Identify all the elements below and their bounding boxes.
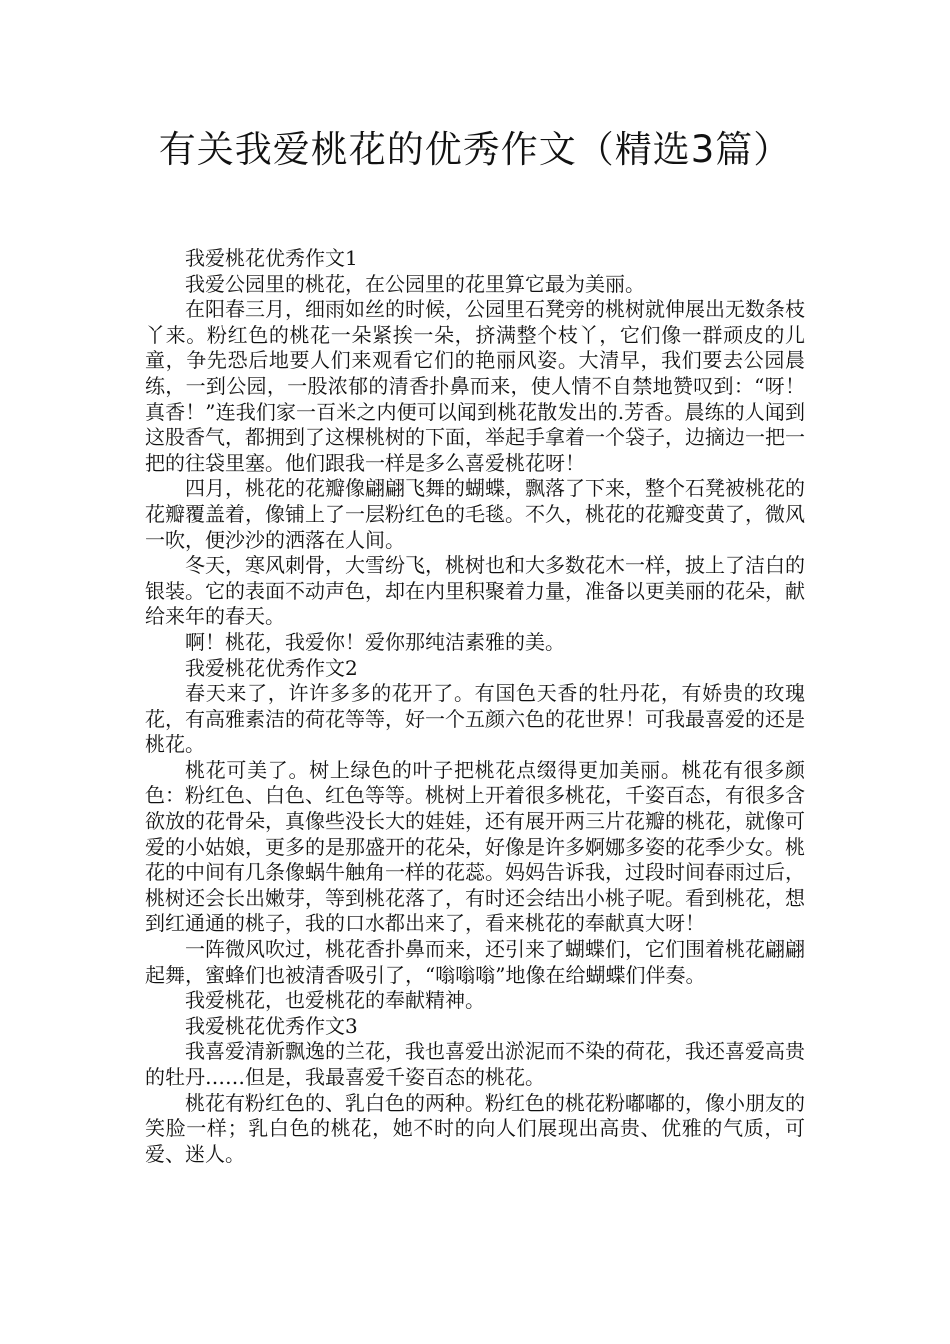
- paragraph: 四月，桃花的花瓣像翩翩飞舞的蝴蝶，飘落了下来，整个石凳被桃花的花瓣覆盖着，像铺上了一层粉红色的毛毯。不久，桃花的花瓣变黄了，微风一吹，便沙沙的洒落在人间。: [145, 476, 805, 552]
- section-heading: 我爱桃花优秀作文2: [185, 655, 358, 680]
- article-body: [145, 246, 805, 1167]
- paragraph: 一阵微风吹过，桃花香扑鼻而来，还引来了蝴蝶们，它们围着桃花翩翩起舞，蜜蜂们也被清香吸引了，“嗡嗡嗡”地像在给蝴蝶们伴奏。: [145, 937, 805, 987]
- paragraph: 我爱公园里的桃花，在公园里的花里算它最为美丽。: [185, 271, 645, 296]
- paragraph: 在阳春三月，细雨如丝的时候，公园里石凳旁的桃树就伸展出无数条枝丫来。粉红色的桃花一朵紧挨一朵，挤满整个枝丫，它们像一群顽皮的儿童，争先恐后地要人们来观看它们的艳丽风姿。大清早，我们要去公园晨练，一到公园，一股浓郁的清香扑鼻而来，使人情不自禁地赞叹到：“呀！真香！”连我们家一百米之内便可以闻到桃花散发出的.芳香。晨练的人闻到这股香气，都拥到了这棵桃树的下面，举起手拿着一个袋子，边摘边一把一把的往袋里塞。他们跟我一样是多么喜爱桃花呀！: [145, 297, 805, 475]
- section-heading: 我爱桃花优秀作文3: [185, 1013, 358, 1038]
- paragraph: 我喜爱清新飘逸的兰花，我也喜爱出淤泥而不染的荷花，我还喜爱高贵的牡丹……但是，我最喜爱千姿百态的桃花。: [145, 1039, 805, 1089]
- page-title: 有关我爱桃花的优秀作文（精选3篇）: [158, 128, 792, 171]
- paragraph: 春天来了，许许多多的花开了。有国色天香的牡丹花，有娇贵的玫瑰花，有高雅素洁的荷花等等，好一个五颜六色的花世界！可我最喜爱的还是桃花。: [145, 681, 805, 757]
- paragraph: 桃花有粉红色的、乳白色的两种。粉红色的桃花粉嘟嘟的，像小朋友的笑脸一样；乳白色的桃花，她不时的向人们展现出高贵、优雅的气质，可爱、迷人。: [145, 1090, 805, 1166]
- paragraph: 冬天，寒风刺骨，大雪纷飞，桃树也和大多数花木一样，披上了洁白的银装。它的表面不动声色，却在内里积聚着力量，准备以更美丽的花朵，献给来年的春天。: [145, 553, 805, 629]
- paragraph: 桃花可美了。树上绿色的叶子把桃花点缀得更加美丽。桃花有很多颜色：粉红色、白色、红色等等。桃树上开着很多桃花，千姿百态，有很多含欲放的花骨朵，真像些没长大的娃娃，还有展开两三片花瓣的桃花，就像可爱的小姑娘，更多的是那盛开的花朵，好像是许多婀娜多姿的花季少女。桃花的中间有几条像蜗牛触角一样的花蕊。妈妈告诉我，过段时间春雨过后，桃树还会长出嫩芽，等到桃花落了，有时还会结出小桃子呢。看到桃花，想到红通通的桃子，我的口水都出来了，看来桃花的奉献真大呀！: [145, 757, 805, 936]
- paragraph: 我爱桃花，也爱桃花的奉献精神。: [185, 988, 485, 1013]
- section-heading: 我爱桃花优秀作文1: [185, 246, 358, 270]
- paragraph: 啊！桃花，我爱你！爱你那纯洁素雅的美。: [185, 629, 565, 654]
